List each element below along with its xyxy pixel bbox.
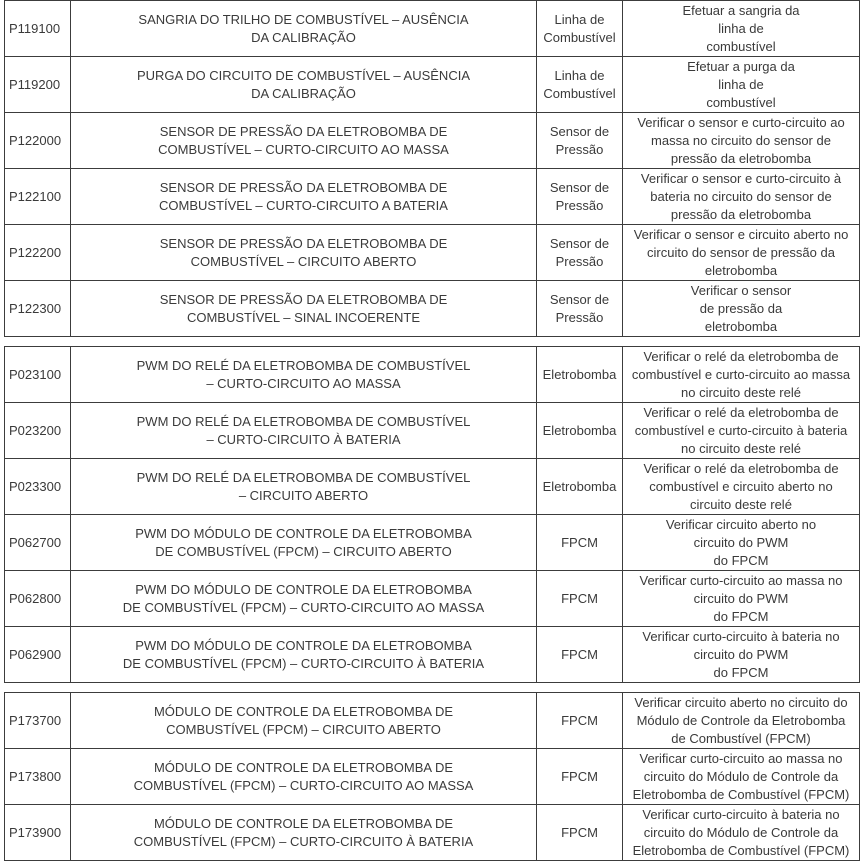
action-cell: Verificar curto-circuito à bateria no circuito do Módulo de Controle da Eletrobomba de Combustível (FPCM) xyxy=(623,805,860,861)
action-cell: Verificar o sensor e curto-circuito ao massa no circuito do sensor de pressão da eletrobomba xyxy=(623,113,860,169)
table-row xyxy=(5,281,860,337)
action-cell: Verificar o sensor e curto-circuito à bateria no circuito do sensor de pressão da eletrobomba xyxy=(623,169,860,225)
description-cell: MÓDULO DE CONTROLE DA ELETROBOMBA DE COMBUSTÍVEL (FPCM) – CURTO-CIRCUITO À BATERIA xyxy=(71,805,537,861)
table-row xyxy=(5,571,860,627)
fault-code-cell: P062700 xyxy=(5,515,71,571)
fault-code-cell: P119200 xyxy=(5,57,71,113)
fault-code-cell: P122200 xyxy=(5,225,71,281)
component-cell: FPCM xyxy=(537,693,623,749)
description-cell: PWM DO MÓDULO DE CONTROLE DA ELETROBOMBA DE COMBUSTÍVEL (FPCM) – CURTO-CIRCUITO À BATERIA xyxy=(71,627,537,683)
table-section-1 xyxy=(4,0,859,337)
fault-code-table xyxy=(4,692,860,861)
table-row xyxy=(5,749,860,805)
component-cell: Linha de Combustível xyxy=(537,57,623,113)
description-cell: SENSOR DE PRESSÃO DA ELETROBOMBA DE COMBUSTÍVEL – SINAL INCOERENTE xyxy=(71,281,537,337)
component-cell: Eletrobomba xyxy=(537,459,623,515)
fault-code-cell: P122000 xyxy=(5,113,71,169)
action-cell: Verificar o relé da eletrobomba de combustível e curto-circuito à bateria no circuito deste relé xyxy=(623,403,860,459)
table-section-2 xyxy=(4,346,859,683)
fault-code-cell: P173700 xyxy=(5,693,71,749)
fault-code-cell: P173900 xyxy=(5,805,71,861)
table-row xyxy=(5,57,860,113)
table-row xyxy=(5,459,860,515)
fault-code-cell: P122100 xyxy=(5,169,71,225)
fault-code-cell: P062800 xyxy=(5,571,71,627)
fault-code-cell: P122300 xyxy=(5,281,71,337)
action-cell: Efetuar a purga da linha de combustível xyxy=(623,57,860,113)
description-cell: PWM DO RELÉ DA ELETROBOMBA DE COMBUSTÍVEL – CURTO-CIRCUITO AO MASSA xyxy=(71,347,537,403)
description-cell: PURGA DO CIRCUITO DE COMBUSTÍVEL – AUSÊNCIA DA CALIBRAÇÃO xyxy=(71,57,537,113)
fault-code-cell: P023200 xyxy=(5,403,71,459)
description-cell: SENSOR DE PRESSÃO DA ELETROBOMBA DE COMBUSTÍVEL – CIRCUITO ABERTO xyxy=(71,225,537,281)
component-cell: FPCM xyxy=(537,571,623,627)
action-cell: Verificar o sensor de pressão da eletrobomba xyxy=(623,281,860,337)
table-row xyxy=(5,805,860,861)
fault-code-cell: P062900 xyxy=(5,627,71,683)
table-row xyxy=(5,225,860,281)
action-cell: Verificar curto-circuito ao massa no circuito do Módulo de Controle da Eletrobomba de Combustível (FPCM) xyxy=(623,749,860,805)
description-cell: SANGRIA DO TRILHO DE COMBUSTÍVEL – AUSÊNCIA DA CALIBRAÇÃO xyxy=(71,1,537,57)
action-cell: Verificar circuito aberto no circuito do Módulo de Controle da Eletrobomba de Combustível (FPCM) xyxy=(623,693,860,749)
component-cell: Sensor de Pressão xyxy=(537,225,623,281)
description-cell: SENSOR DE PRESSÃO DA ELETROBOMBA DE COMBUSTÍVEL – CURTO-CIRCUITO A BATERIA xyxy=(71,169,537,225)
fault-code-cell: P119100 xyxy=(5,1,71,57)
component-cell: Eletrobomba xyxy=(537,347,623,403)
component-cell: Eletrobomba xyxy=(537,403,623,459)
table-section-3 xyxy=(4,692,859,861)
component-cell: FPCM xyxy=(537,749,623,805)
table-row xyxy=(5,113,860,169)
description-cell: PWM DO RELÉ DA ELETROBOMBA DE COMBUSTÍVEL – CURTO-CIRCUITO À BATERIA xyxy=(71,403,537,459)
table-row xyxy=(5,515,860,571)
action-cell: Verificar curto-circuito ao massa no circuito do PWM do FPCM xyxy=(623,571,860,627)
component-cell: Linha de Combustível xyxy=(537,1,623,57)
component-cell: FPCM xyxy=(537,515,623,571)
component-cell: Sensor de Pressão xyxy=(537,281,623,337)
description-cell: SENSOR DE PRESSÃO DA ELETROBOMBA DE COMBUSTÍVEL – CURTO-CIRCUITO AO MASSA xyxy=(71,113,537,169)
action-cell: Verificar curto-circuito à bateria no circuito do PWM do FPCM xyxy=(623,627,860,683)
action-cell: Efetuar a sangria da linha de combustível xyxy=(623,1,860,57)
table-row xyxy=(5,403,860,459)
description-cell: PWM DO MÓDULO DE CONTROLE DA ELETROBOMBA DE COMBUSTÍVEL (FPCM) – CURTO-CIRCUITO AO MASSA xyxy=(71,571,537,627)
description-cell: MÓDULO DE CONTROLE DA ELETROBOMBA DE COMBUSTÍVEL (FPCM) – CIRCUITO ABERTO xyxy=(71,693,537,749)
action-cell: Verificar o sensor e circuito aberto no circuito do sensor de pressão da eletrobomba xyxy=(623,225,860,281)
description-cell: PWM DO MÓDULO DE CONTROLE DA ELETROBOMBA DE COMBUSTÍVEL (FPCM) – CIRCUITO ABERTO xyxy=(71,515,537,571)
component-cell: Sensor de Pressão xyxy=(537,169,623,225)
fault-code-table xyxy=(4,346,860,683)
action-cell: Verificar circuito aberto no circuito do PWM do FPCM xyxy=(623,515,860,571)
component-cell: FPCM xyxy=(537,627,623,683)
action-cell: Verificar o relé da eletrobomba de combustível e circuito aberto no circuito deste relé xyxy=(623,459,860,515)
description-cell: MÓDULO DE CONTROLE DA ELETROBOMBA DE COMBUSTÍVEL (FPCM) – CURTO-CIRCUITO AO MASSA xyxy=(71,749,537,805)
component-cell: FPCM xyxy=(537,805,623,861)
action-cell: Verificar o relé da eletrobomba de combustível e curto-circuito ao massa no circuito deste relé xyxy=(623,347,860,403)
table-row xyxy=(5,627,860,683)
fault-code-cell: P023300 xyxy=(5,459,71,515)
component-cell: Sensor de Pressão xyxy=(537,113,623,169)
description-cell: PWM DO RELÉ DA ELETROBOMBA DE COMBUSTÍVEL – CIRCUITO ABERTO xyxy=(71,459,537,515)
table-row xyxy=(5,693,860,749)
table-row xyxy=(5,347,860,403)
table-row xyxy=(5,169,860,225)
fault-code-cell: P173800 xyxy=(5,749,71,805)
fault-code-table xyxy=(4,0,860,337)
fault-code-cell: P023100 xyxy=(5,347,71,403)
table-row xyxy=(5,1,860,57)
